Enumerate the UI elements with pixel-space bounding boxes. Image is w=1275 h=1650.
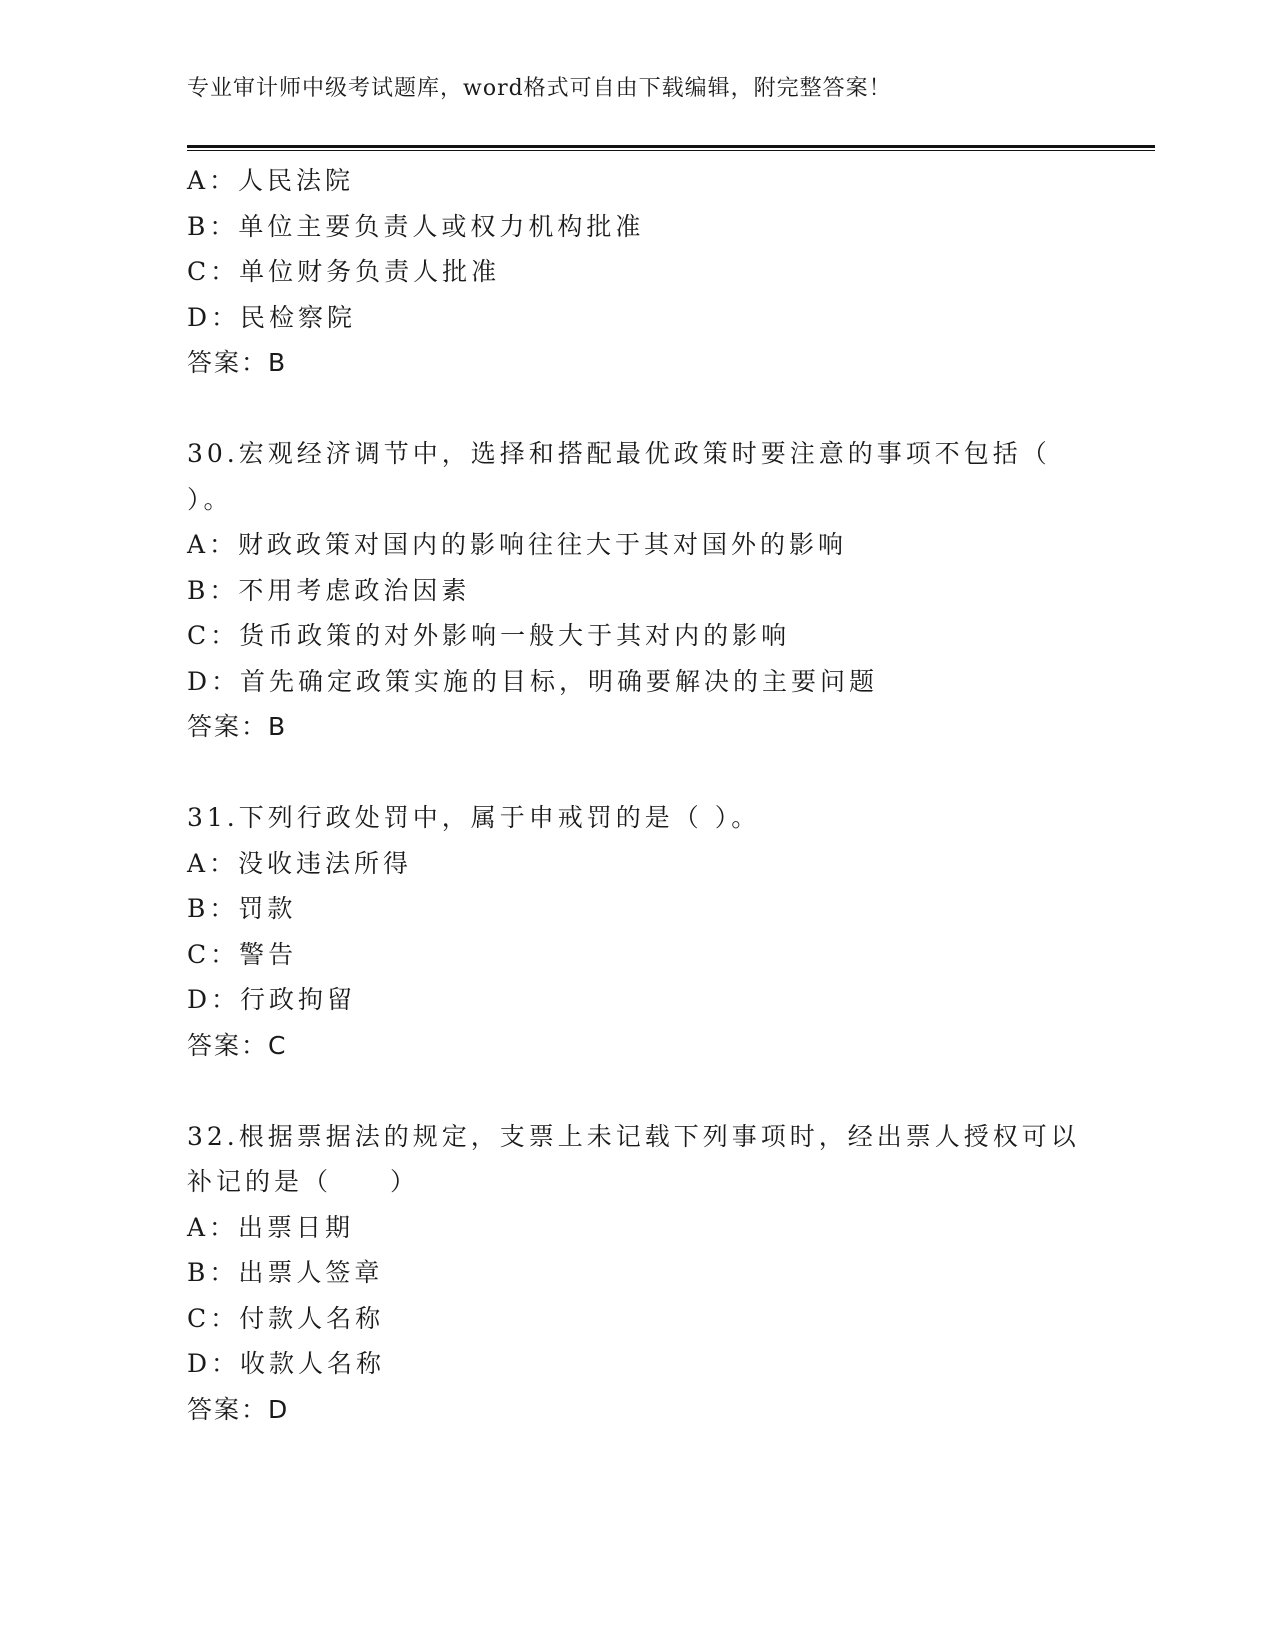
question-stem: 32.根据票据法的规定，支票上未记载下列事项时，经出票人授权可以 [187,1121,1080,1151]
option-a: A：没收违法所得 [187,848,413,878]
header-rule-thick [187,145,1155,148]
option-c: C：货币政策的对外影响一般大于其对内的影响 [187,621,791,650]
option-a: A：人民法院 [187,166,355,195]
question-30 [187,431,1087,750]
answer-line: 答案：B [187,348,288,377]
option-d: D：民检察院 [187,302,357,332]
answer-line: 答案：B [187,712,288,741]
option-d: D：收款人名称 [187,1349,386,1378]
option-b: B：单位主要负责人或权力机构批准 [187,211,645,241]
spacer [187,386,1087,432]
header-rule-thin [187,150,1155,151]
question-31 [187,795,1087,1068]
question-29 [187,158,1087,386]
question-stem-continued: ）。 [187,484,233,514]
answer-line: 答案：C [187,1030,288,1060]
page-header: 专业审计师中级考试题库，word格式可自由下载编辑，附完整答案！ [187,76,892,101]
option-d: D：行政拘留 [187,985,357,1014]
option-b: B：罚款 [187,894,297,923]
question-list [187,158,1087,1432]
answer-line: 答案：D [187,1394,290,1424]
option-c: C：付款人名称 [187,1303,385,1333]
spacer [187,1068,1087,1114]
option-b: B：不用考虑政治因素 [187,575,471,605]
option-a: A：出票日期 [187,1212,355,1242]
question-stem: 30.宏观经济调节中，选择和搭配最优政策时要注意的事项不包括（ [187,439,1051,468]
spacer [187,750,1087,796]
option-b: B：出票人签章 [187,1258,384,1287]
question-stem-continued: 补记的是（ ） [187,1167,420,1196]
question-32 [187,1114,1087,1433]
option-a: A：财政政策对国内的影响往往大于其对国外的影响 [187,530,848,559]
option-c: C：警告 [187,939,298,969]
question-stem: 31.下列行政处罚中，属于申戒罚的是（ ）。 [187,803,761,832]
option-c: C：单位财务负责人批准 [187,257,501,286]
option-d: D：首先确定政策实施的目标，明确要解决的主要问题 [187,666,879,696]
